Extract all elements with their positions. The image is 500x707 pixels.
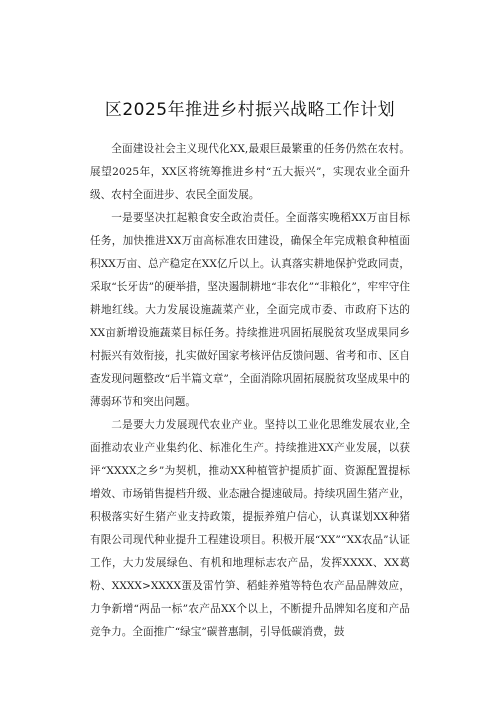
document-title: 区2025年推进乡村振兴战略工作计划 — [104, 100, 396, 120]
paragraph-modern-agriculture: 二是要大力发展现代农业产业。坚持以工业化思维发展农业,全面推动农业产业集约化、标准化生产。持续推进XX产业发展，以获评“XXXX之乡”为契机，推动XX种植管护提质扩面、资源配置提标增效、市场销售提档升级、业态融合提速破局。持续巩固生猪产业，积极落实好生猪产业支持政策，提振养殖户信心，认真谋划XX种猪有限公司现代种业提升工程建设项目。积极开展“XX”“XX农品”认证工作，大力发展绿色、有机和地理标志农产品，发挥XXXX、XX葛粉、XXXX>XXXX蛋及雷竹笋、稻蛙养殖等特色农产品品牌效应，力争新增“两品一标”农产品XX个以上，不断提升品牌知名度和产品竞争力。全面推广“绿宝”碳普惠制，引导低碳消费，鼓 — [90, 419, 410, 638]
paragraph-intro: 全面建设社会主义现代化XX,最艰巨最繁重的任务仍然在农村。展望2025年，XX区将统筹推进乡村“五大振兴”，实现农业全面升级、农村全面进步、农民全面发展。 — [90, 143, 410, 201]
paragraph-food-security: 一是要坚决扛起粮食安全政治责任。全面落实晚稻XX万亩目标任务，加快推进XX万亩高标准农田建设，确保全年完成粮食种植面积XX万亩、总产稳定在XX亿斤以上。认真落实耕地保护党政同责，采取“长牙齿”的硬举措，坚决遏制耕地“非农化”“非粮化”，牢牢守住耕地红线。大力发展设施蔬菜产业，全面完成市委、市政府下达的XX亩新增设施蔬菜目标任务。持续推进巩固拓展脱贫攻坚成果同乡村振兴有效衔接，扎实做好国家考核评估反馈问题、省考和市、区自查发现问题整改“后半篇文章”，全面消除巩固拓展脱贫攻坚成果中的薄弱环节和突出问题。 — [90, 212, 410, 408]
document-body — [90, 138, 410, 644]
